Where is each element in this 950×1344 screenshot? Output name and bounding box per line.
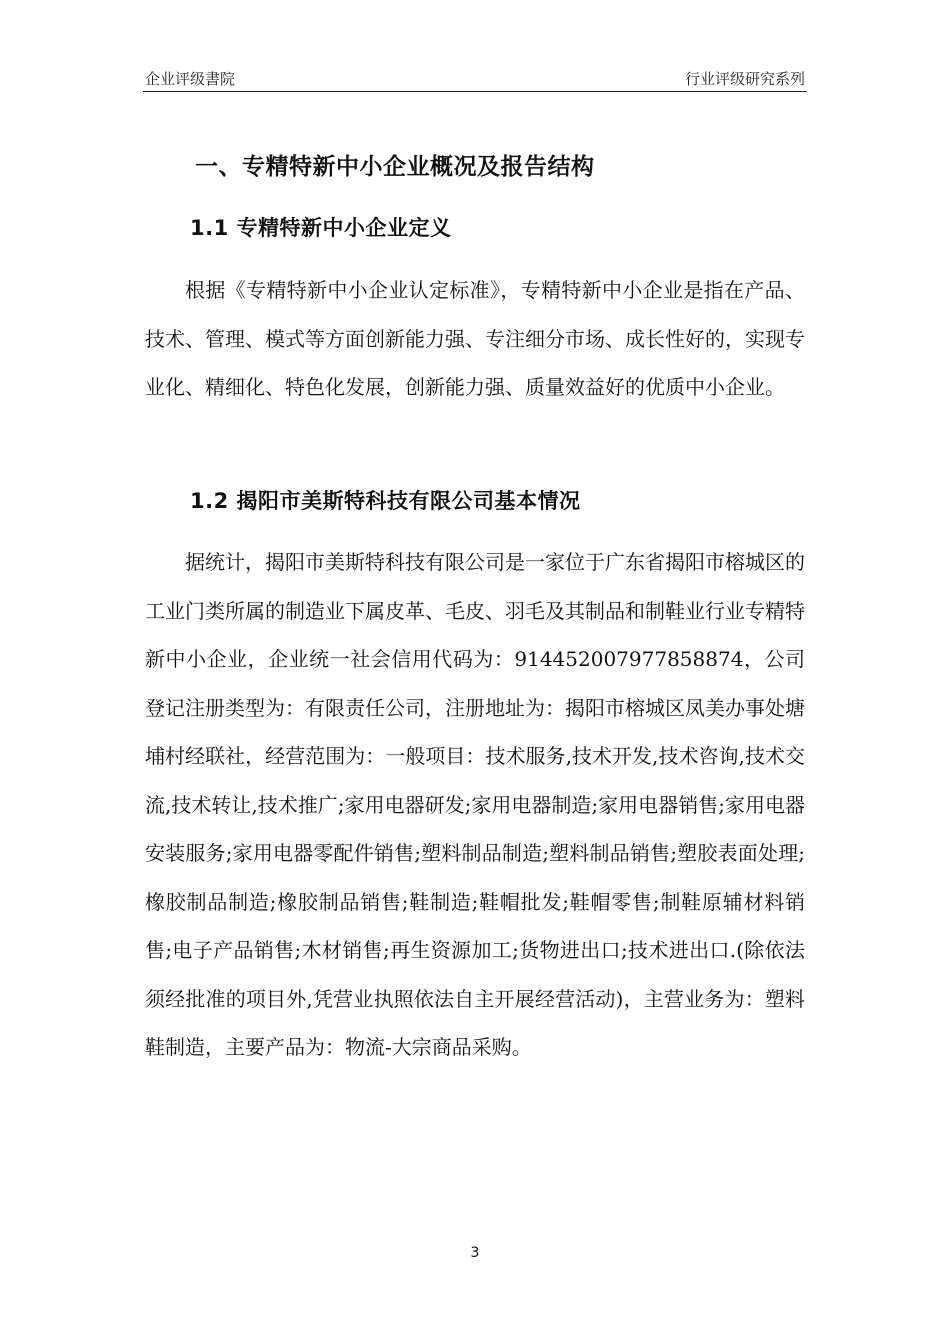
company-paragraph: 据统计，揭阳市美斯特科技有限公司是一家位于广东省揭阳市榕城区的工业门类所属的制造业下属皮革、毛皮、羽毛及其制品和制鞋业行业专精特新中小企业，企业统一社会信用代码为：914452007977858874，公司登记注册类型为：有限责任公司，注册地址为：揭阳市榕城区凤美办事处塘埔村经联社，经营范围为：一般项目：技术服务,技术开发,技术咨询,技术交流,技术转让,技术推广;家用电器研发;家用电器制造;家用电器销售;家用电器安装服务;家用电器零配件销售;塑料制品制造;塑料制品销售;塑胶表面处理;橡胶制品制造;橡胶制品销售;鞋制造;鞋帽批发;鞋帽零售;制鞋原辅材料销售;电子产品销售;木材销售;再生资源加工;货物进出口;技术进出口.(除依法须经批准的项目外,凭营业执照依法自主开展经营活动)，主营业务为：塑料鞋制造，主要产品为：物流-大宗商品采购。 <box>145 550 805 1059</box>
definition-paragraph: 根据《专精特新中小企业认定标准》，专精特新中小企业是指在产品、技术、管理、模式等方面创新能力强、专注细分市场、成长性好的，实现专业化、精细化、特色化发展，创新能力强、质量效益好的优质中小企业。 <box>145 278 805 399</box>
section-title: 一、专精特新中小企业概况及报告结构 <box>195 154 595 180</box>
header-divider <box>143 91 807 92</box>
page-number: 3 <box>470 1245 480 1261</box>
header-left-text: 企业评级書院 <box>145 70 236 88</box>
subsection-title-company: 1.2 揭阳市美斯特科技有限公司基本情况 <box>190 489 581 513</box>
subsection-title-definition: 1.1 专精特新中小企业定义 <box>190 216 452 240</box>
header-right-text: 行业评级研究系列 <box>684 70 805 88</box>
